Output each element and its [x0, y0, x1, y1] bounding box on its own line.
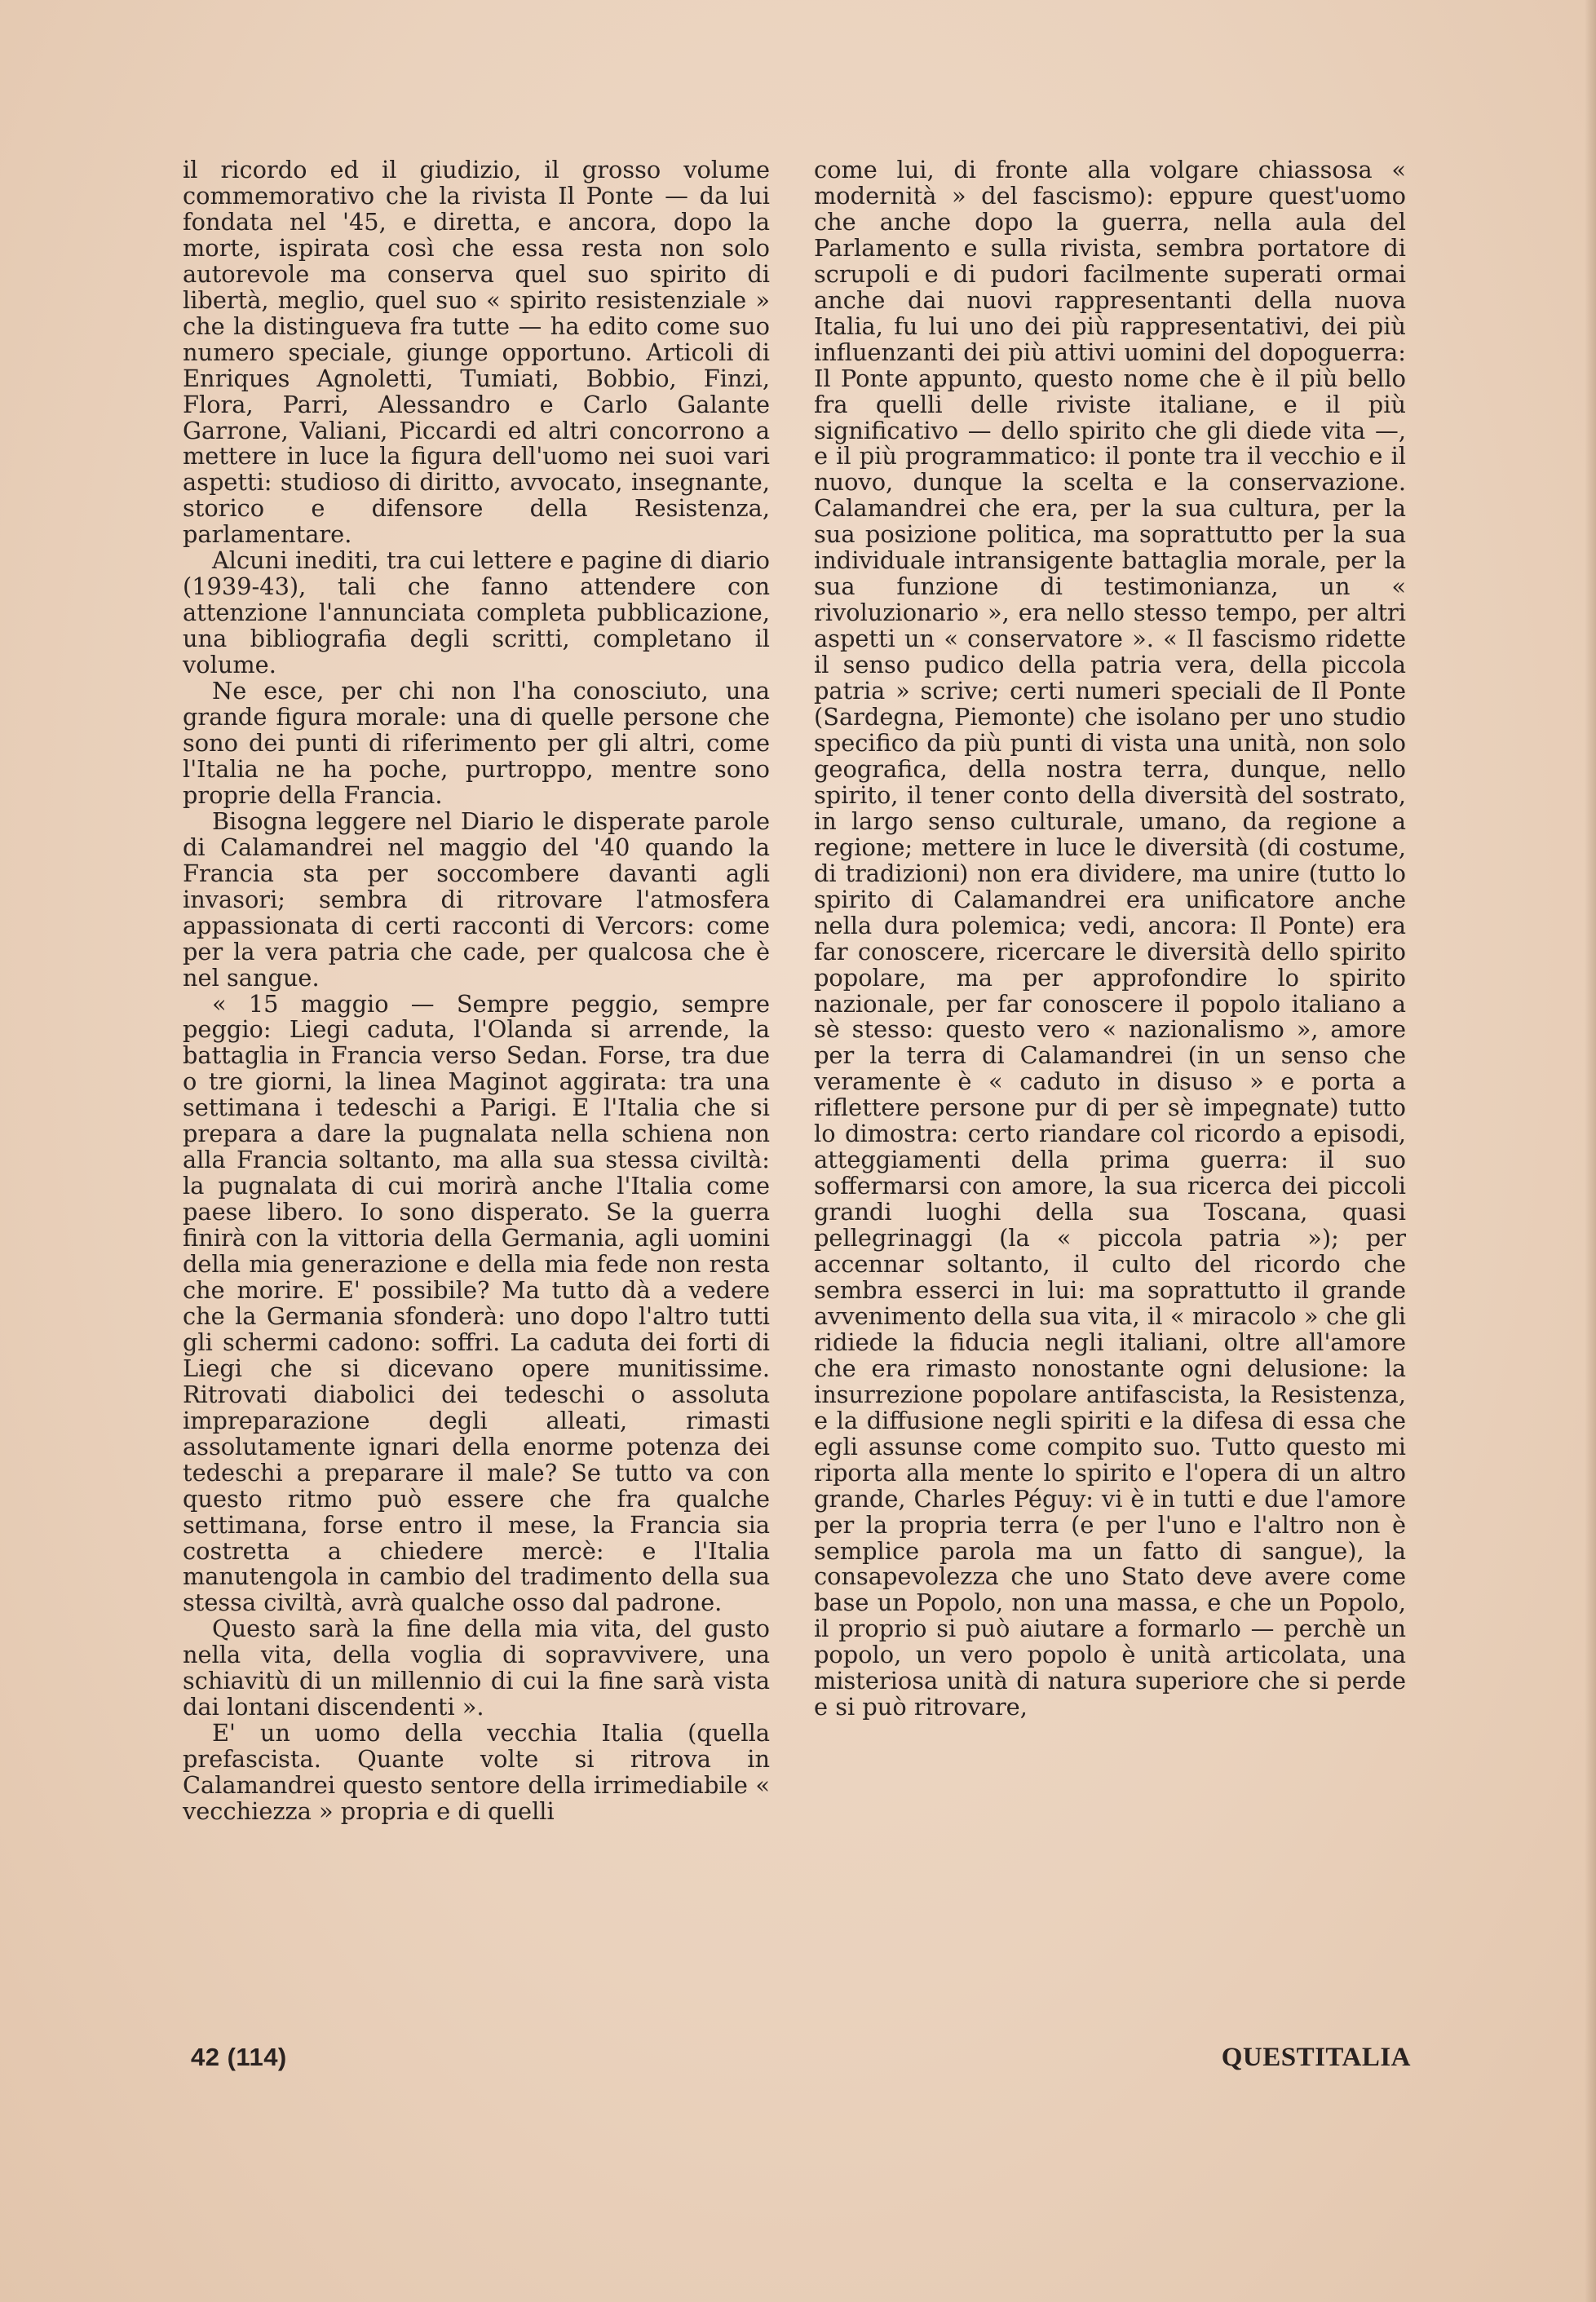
paragraph: come lui, di fronte alla volgare chiassosa « modernità » del fascismo): eppure quest'uomo che anche dopo la guerra, nella aula del Parlamento e sulla rivista, sembra portatore di scrupoli e di pudori facilmente superati ormai anche dai nuovi rappresentanti della nuova Italia, fu lui uno dei più rappresentativi, dei più influenzanti dei più attivi uomini del dopoguerra: Il Ponte appunto, questo nome che è il più bello fra quelli delle riviste italiane, e il più significativo — dello spirito che gli diede vita —, e il più programmatico: il ponte tra il vecchio e il nuovo, dunque la scelta e la conservazione. Calamandrei che era, per la sua cultura, per la sua posizione politica, ma soprattutto per la sua individuale intransigente battaglia morale, per la sua funzione di testimonianza, un « rivoluzionario », era nello stesso tempo, per altri aspetti un « conservatore ». « Il fascismo ridette il senso pudico della patria vera, della piccola patria » scrive; certi numeri speciali de Il Ponte (Sardegna, Piemonte) che isolano per uno studio specifico da più punti di vista una unità, non solo geografica, della nostra terra, dunque, nello spirito, il tener conto della diversità del sostrato, in largo senso culturale, umano, da regione a regione; mettere in luce le diversità (di costume, di tradizioni) non era dividere, ma unire (tutto lo spirito di Calamandrei era unificatore anche nella dura polemica; vedi, ancora: Il Ponte) era far conoscere, ricercare le diversità dello spirito popolare, ma per approfondire lo spirito nazionale, per far conoscere il popolo italiano a sè stesso: questo vero « nazionalismo », amore per la terra di Calamandrei (in un senso che veramente è « caduto in disuso » e porta a riflettere persone pur di per sè impegnate) tutto lo dimostra: certo riandare col ricordo a episodi, atteggiamenti della prima guerra: il suo soffermarsi con amore, la sua ricerca dei piccoli grandi luoghi della sua Toscana, quasi pellegrinaggi (la « piccola patria »); per accennar soltanto, il culto del ricordo che sembra esserci in lui: ma soprattutto il grande avvenimento della sua vita, il « miracolo » che gli ridiede la fiducia negli italiani, oltre all'amore che era rimasto nonostante ogni delusione: la insurrezione popolare antifascista, la Resistenza, e la diffusione negli spiriti e la difesa di essa che egli assunse come compito suo. Tutto questo mi riporta alla mente lo spirito e l'opera di un altro grande, Charles Péguy: vi è in tutti e due l'amore per la propria terra (e per l'uno e l'altro non è semplice parola ma un fatto di sangue), la consapevolezza che uno Stato deve avere come base un Popolo, non una massa, e che un Popolo, il proprio si può aiutare a formarlo — perchè un popolo, un vero popolo è unità articolata, una misteriosa unità di natura superiore che si perde e si può ritrovare, [814, 156, 1406, 1721]
magazine-title: QUESTITALIA [1221, 2043, 1411, 2072]
paragraph: Bisogna leggere nel Diario le disperate parole di Calamandrei nel maggio del '40 quando la Francia sta per soccombere davanti agli invasori; sembra di ritrovare l'atmosfera appassionata di certi racconti di Vercors: come per la vera patria che cade, per qualcosa che è nel sangue. [183, 806, 770, 992]
page-number: 42 (114) [191, 2043, 287, 2071]
paragraph: Alcuni inediti, tra cui lettere e pagine di diario (1939-43), tali che fanno attendere con attenzione l'annunciata completa pubblicazione, una bibliografia degli scritti, completano il volume. [183, 546, 770, 679]
left-text-column [183, 157, 770, 1825]
paragraph: il ricordo ed il giudizio, il grosso volume commemorativo che la rivista Il Ponte — da lui fondata nel '45, e diretta, e ancora, dopo la morte, ispirata così che essa resta non solo autorevole ma conserva quel suo spirito di libertà, meglio, quel suo « spirito resistenziale » che la distingueva fra tutte — ha edito come suo numero speciale, giunge opportuno. Articoli di Enriques Agnoletti, Tumiati, Bobbio, Finzi, Flora, Parri, Alessandro e Carlo Galante Garrone, Valiani, Piccardi ed altri concorrono a mettere in luce la figura dell'uomo nei suoi vari aspetti: studioso di diritto, avvocato, insegnante, storico e difensore della Resistenza, parlamentare. [183, 156, 770, 549]
paragraph: Ne esce, per chi non l'ha conosciuto, una grande figura morale: una di quelle persone che sono dei punti di riferimento per gli altri, come l'Italia ne ha poche, purtroppo, mentre sono proprie della Francia. [183, 677, 770, 809]
right-text-column [814, 157, 1406, 1721]
paragraph: « 15 maggio — Sempre peggio, sempre peggio: Liegi caduta, l'Olanda si arrende, la battaglia in Francia verso Sedan. Forse, tra due o tre giorni, la linea Maginot aggirata: tra una settimana i tedeschi a Parigi. E l'Italia che si prepara a dare la pugnalata nella schiena non alla Francia soltanto, ma alla sua stessa civiltà: la pugnalata di cui morirà anche l'Italia come paese libero. Io sono disperato. Se la guerra finirà con la vittoria della Germania, agli uomini della mia generazione e della mia fede non resta che morire. E' possibile? Ma tutto dà a vedere che la Germania sfonderà: uno dopo l'altro tutti gli schermi cadono: soffri. La caduta dei forti di Liegi che si dicevano opere munitissime. Ritrovati diabolici dei tedeschi o assoluta impreparazione degli alleati, rimasti assolutamente ignari della enorme potenza dei tedeschi a preparare il male? Se tutto va con questo ritmo può essere che fra qualche settimana, forse entro il mese, la Francia sia costretta a chiedere mercè: e l'Italia manutengola in cambio del tradimento della sua stessa civiltà, avrà qualche osso dal padrone. [183, 989, 770, 1617]
paragraph: E' un uomo della vecchia Italia (quella prefascista. Quante volte si ritrova in Calamandrei questo sentore della irrimediabile « vecchiezza » propria e di quelli [183, 1719, 770, 1826]
paragraph: Questo sarà la fine della mia vita, del gusto nella vita, della voglia di sopravvivere, una schiavitù di un millennio di cui la fine sarà vista dai lontani discendenti ». [183, 1615, 770, 1721]
